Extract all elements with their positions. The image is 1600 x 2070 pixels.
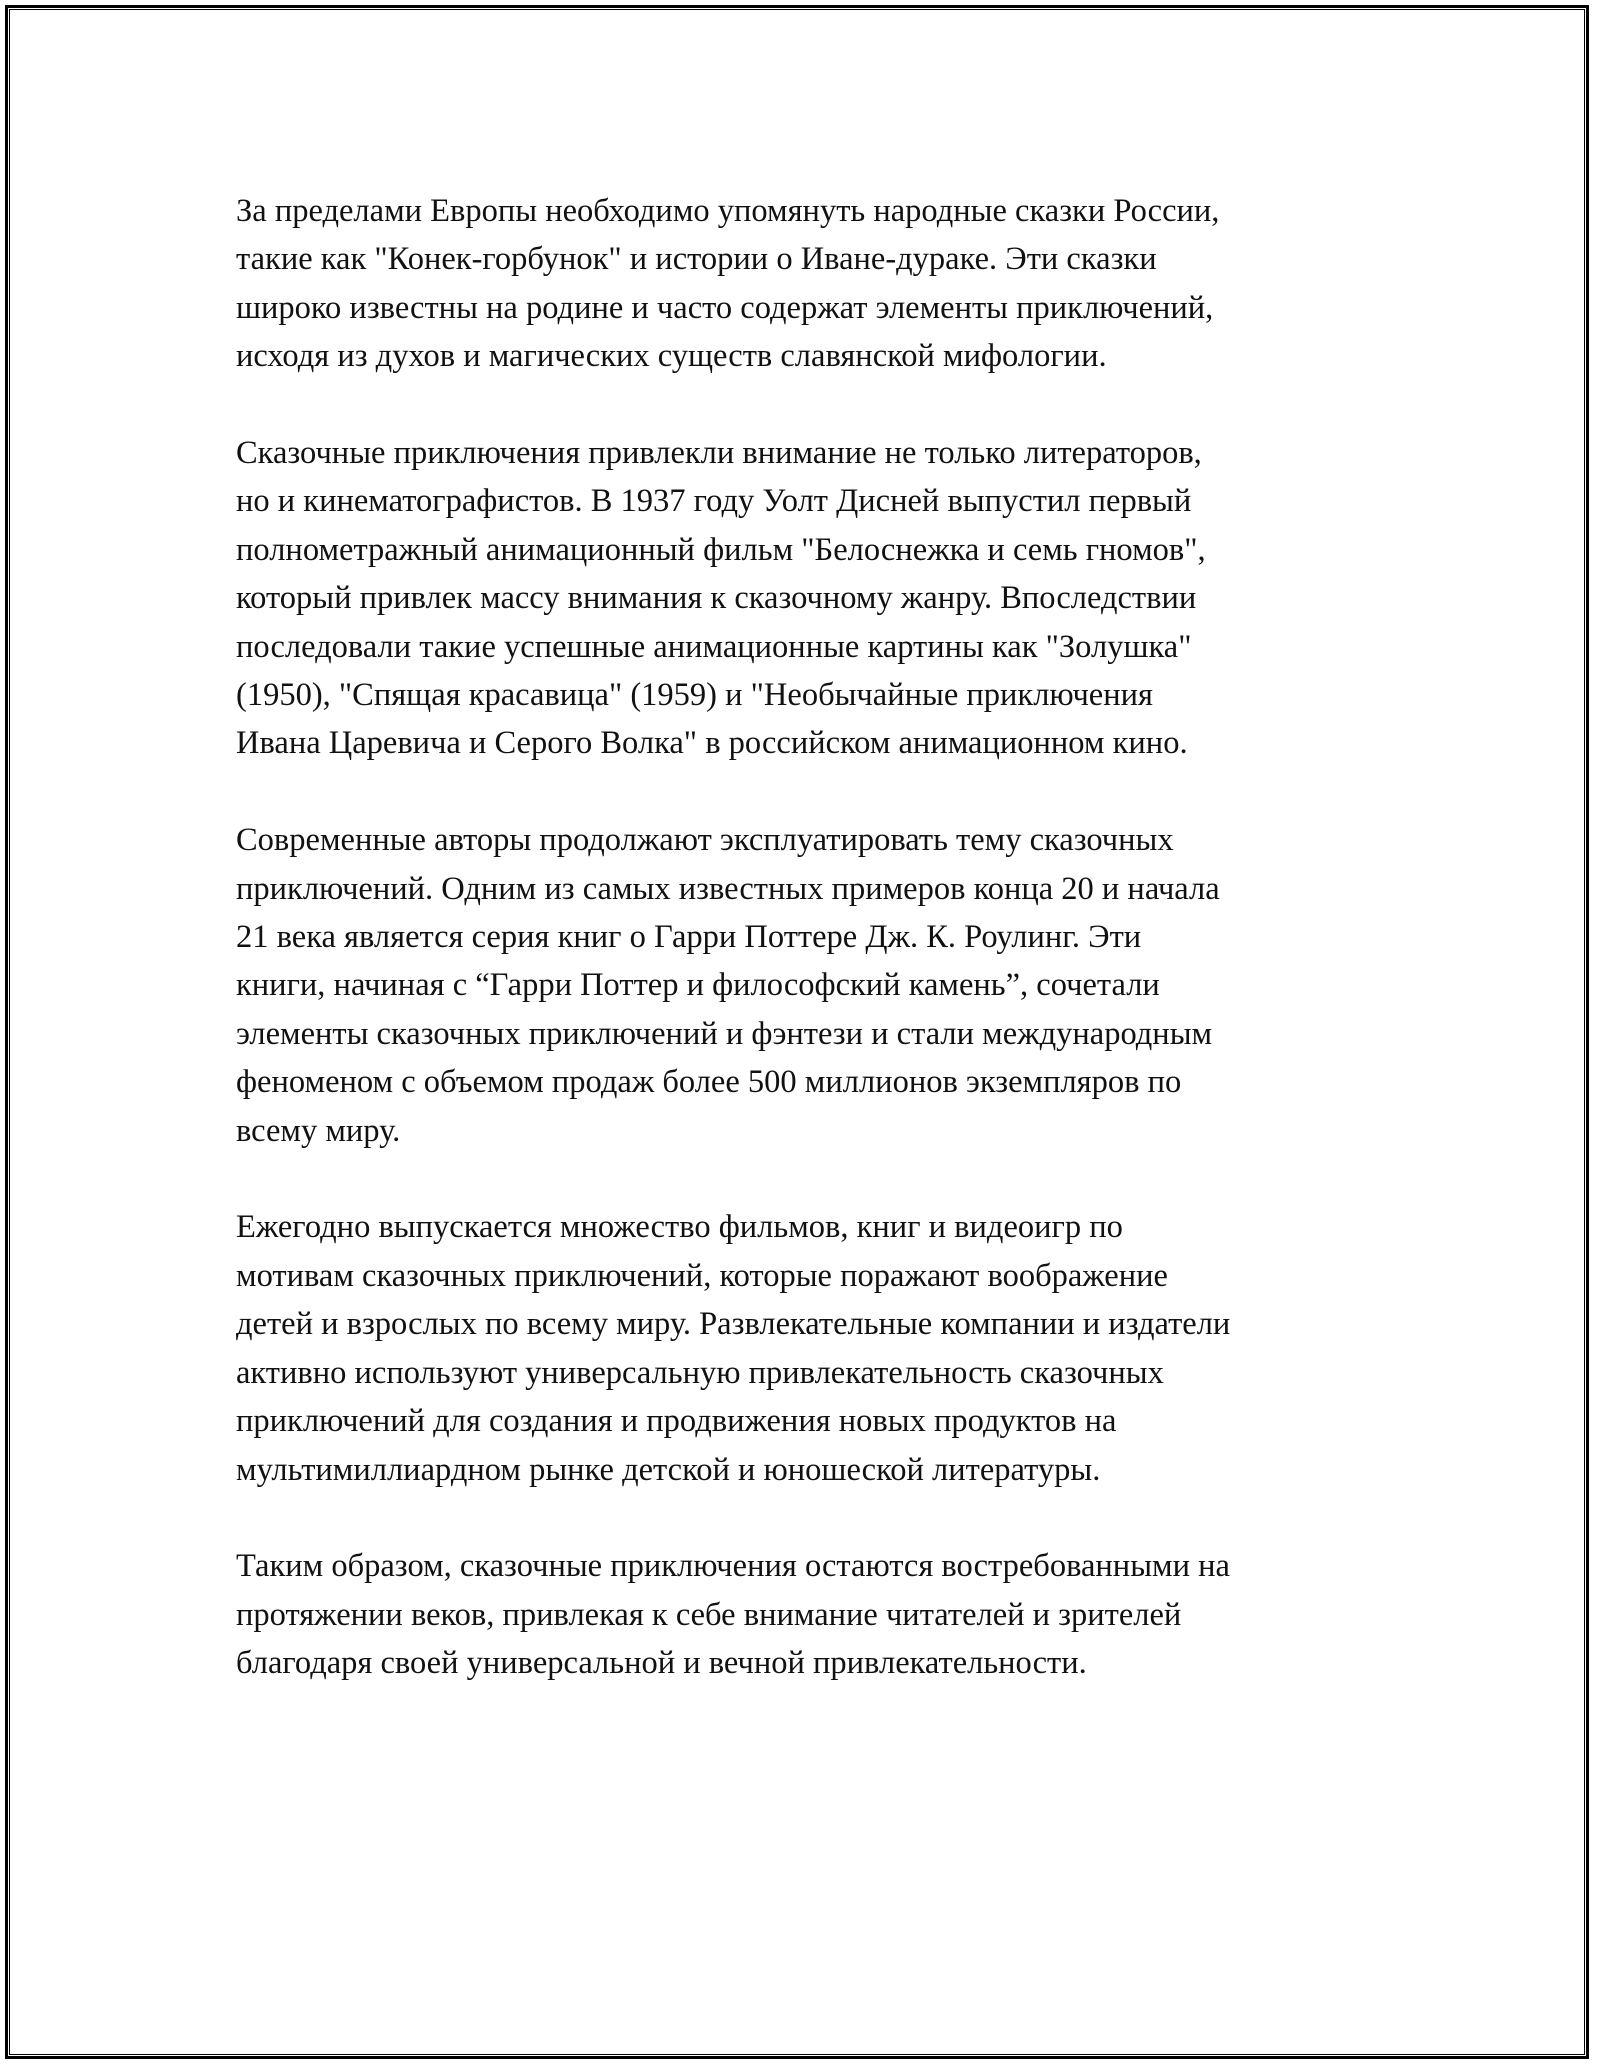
text-line: последовали такие успешные анимационные картины как "Золушка" bbox=[236, 628, 1192, 665]
text-line: полнометражный анимационный фильм "Белоснежка и семь гномов", bbox=[236, 531, 1206, 568]
text-line: но и кинематографистов. В 1937 году Уолт Дисней выпустил первый bbox=[236, 483, 1192, 520]
document-body bbox=[236, 187, 1386, 1736]
text-line: приключений для создания и продвижения новых продуктов на bbox=[236, 1403, 1117, 1440]
text-line: Современные авторы продолжают эксплуатировать тему сказочных bbox=[236, 822, 1174, 859]
text-line: широко известны на родине и часто содержат элементы приключений, bbox=[236, 289, 1214, 326]
paragraph-russian-folk-tales bbox=[236, 187, 1386, 381]
paragraph-modern-authors bbox=[236, 816, 1386, 1155]
text-line: мультимиллиардном рынке детской и юношеской литературы. bbox=[236, 1451, 1101, 1488]
text-line: детей и взрослых по всему миру. Развлекательные компании и издатели bbox=[236, 1306, 1231, 1343]
text-line: мотивам сказочных приключений, которые поражают воображение bbox=[236, 1257, 1168, 1294]
text-line: (1950), "Спящая красавица" (1959) и "Необычайные приключения bbox=[236, 677, 1153, 714]
text-line: активно используют универсальную привлекательность сказочных bbox=[236, 1354, 1164, 1391]
text-line: который привлек массу внимания к сказочному жанру. Впоследствии bbox=[236, 580, 1197, 617]
text-line: книги, начиная с “Гарри Поттер и философский камень”, сочетали bbox=[236, 967, 1160, 1004]
text-line: Ивана Царевича и Серого Волка" в российском анимационном кино. bbox=[236, 725, 1188, 762]
text-line: Ежегодно выпускается множество фильмов, книг и видеоигр по bbox=[236, 1209, 1123, 1246]
paragraph-animation-history bbox=[236, 429, 1386, 768]
text-line: Сказочные приключения привлекли внимание не только литераторов, bbox=[236, 435, 1202, 472]
paragraph-conclusion bbox=[236, 1542, 1386, 1687]
text-line: исходя из духов и магических существ славянской мифологии. bbox=[236, 338, 1107, 375]
text-line: За пределами Европы необходимо упомянуть народные сказки России, bbox=[236, 193, 1220, 229]
paragraph-media-industry bbox=[236, 1203, 1386, 1493]
text-line: 21 века является серия книг о Гарри Поттере Дж. К. Роулинг. Эти bbox=[236, 919, 1142, 956]
text-line: благодаря своей универсальной и вечной привлекательности. bbox=[236, 1645, 1087, 1682]
text-line: Таким образом, сказочные приключения остаются востребованными на bbox=[236, 1548, 1230, 1585]
text-line: элементы сказочных приключений и фэнтези и стали международным bbox=[236, 1015, 1213, 1052]
text-line: всему миру. bbox=[236, 1112, 401, 1149]
text-line: протяжении веков, привлекая к себе внимание читателей и зрителей bbox=[236, 1596, 1182, 1633]
text-line: приключений. Одним из самых известных примеров конца 20 и начала bbox=[236, 870, 1220, 907]
text-line: феноменом с объемом продаж более 500 миллионов экземпляров по bbox=[236, 1064, 1182, 1101]
text-line: такие как "Конек-горбунок" и истории о Иване-дураке. Эти сказки bbox=[236, 241, 1157, 278]
